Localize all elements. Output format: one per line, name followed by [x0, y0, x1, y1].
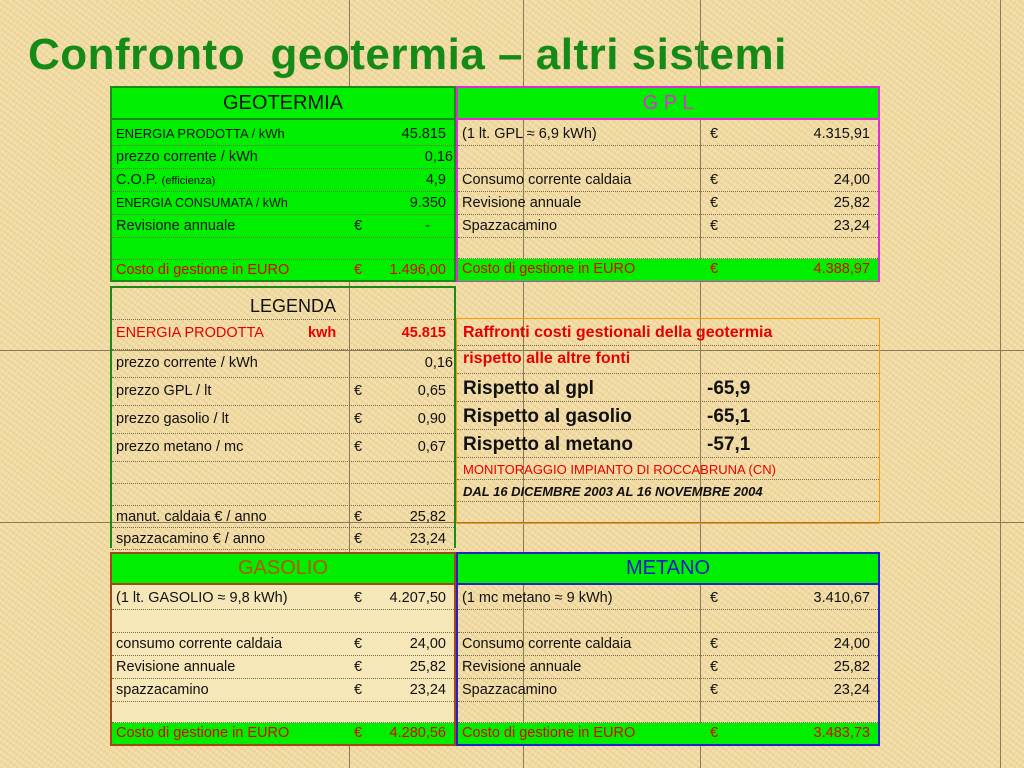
row-unit: kwh: [308, 325, 337, 341]
legenda-header: [112, 288, 454, 320]
table-row: [458, 656, 878, 679]
row-label: ENERGIA PRODOTTA / kWh: [116, 126, 285, 141]
gpl-panel: [456, 86, 880, 282]
table-row: [457, 402, 879, 430]
table-row: [112, 484, 454, 506]
grid-line: [1000, 0, 1001, 768]
row-value: 4.315,91: [813, 126, 870, 142]
euro-sign: €: [710, 195, 719, 211]
table-row: [112, 320, 454, 350]
row-label: Revisione annuale: [462, 659, 582, 675]
row-label: consumo corrente caldaia: [116, 636, 283, 652]
total-value: 1.496,00: [389, 262, 446, 278]
table-row: [112, 587, 454, 610]
table-row: [112, 679, 454, 702]
monitoraggio-text: MONITORAGGIO IMPIANTO DI ROCCABRUNA (CN): [463, 462, 776, 477]
row-label: prezzo metano / mc: [116, 439, 244, 455]
table-row: [458, 123, 878, 146]
row-label: prezzo GPL / lt: [116, 383, 212, 399]
raffronti-line1: Raffronti costi gestionali della geotermia: [463, 324, 773, 341]
row-label: spazzacamino: [116, 682, 209, 698]
euro-sign: €: [354, 262, 363, 278]
row-label: Spazzacamino: [462, 218, 558, 234]
table-row: [457, 502, 879, 524]
row-value: 23,24: [409, 682, 446, 698]
row-value: 25,82: [409, 659, 446, 675]
row-label: Consumo corrente caldaia: [462, 172, 632, 188]
total-row: [112, 259, 454, 281]
row-label: (1 mc metano ≈ 9 kWh): [462, 590, 613, 606]
legenda-panel: [110, 286, 456, 548]
row-label: Rispetto al metano: [463, 434, 633, 455]
row-value: 25,82: [833, 195, 870, 211]
table-row: [112, 506, 454, 528]
cop-label: C.O.P.: [116, 172, 158, 188]
euro-sign: €: [354, 383, 363, 399]
row-label: (1 lt. GPL ≈ 6,9 kWh): [462, 126, 597, 142]
table-row: [458, 169, 878, 192]
table-row: [112, 406, 454, 434]
table-row: [112, 350, 454, 378]
euro-sign: €: [354, 509, 363, 525]
table-row: [112, 633, 454, 656]
euro-sign: €: [354, 659, 363, 675]
total-row: [458, 259, 878, 281]
row-label: Revisione annuale: [116, 218, 236, 234]
table-row: [458, 215, 878, 238]
row-value: -57,1: [707, 434, 751, 455]
row-value: 23,24: [833, 218, 870, 234]
row-value: 0,65: [417, 383, 446, 399]
row-value: 24,00: [409, 636, 446, 652]
table-row: [112, 610, 454, 633]
euro-sign: €: [354, 725, 363, 741]
euro-sign: €: [710, 261, 719, 277]
row-value: 3.410,67: [813, 590, 870, 606]
row-label: Rispetto al gpl: [463, 378, 594, 399]
euro-sign: €: [710, 218, 719, 234]
row-label: manut. caldaia € / anno: [116, 509, 267, 525]
euro-sign: €: [354, 411, 363, 427]
row-value: -: [425, 218, 430, 234]
table-row: [458, 238, 878, 259]
row-label: prezzo corrente / kWh: [116, 355, 258, 371]
row-value: 24,00: [833, 636, 870, 652]
gasolio-header: GASOLIO: [112, 554, 454, 585]
total-label: Costo di gestione in EURO: [462, 725, 636, 741]
cop-note: (efficienza): [161, 175, 216, 187]
row-value: 9.350: [409, 195, 446, 211]
euro-sign: €: [354, 636, 363, 652]
table-row: [112, 656, 454, 679]
euro-sign: €: [710, 590, 719, 606]
geotermia-panel: [110, 86, 456, 282]
row-value: 0,16: [424, 355, 453, 371]
table-row: [458, 192, 878, 215]
row-label: ENERGIA PRODOTTA: [116, 325, 264, 341]
raffronti-panel: [456, 318, 880, 524]
row-label: spazzacamino € / anno: [116, 531, 266, 547]
row-label: Spazzacamino: [462, 682, 558, 698]
row-label: [116, 172, 215, 188]
row-label: prezzo gasolio / lt: [116, 411, 229, 427]
gasolio-panel: [110, 552, 456, 746]
row-label: Revisione annuale: [462, 195, 582, 211]
euro-sign: €: [354, 682, 363, 698]
row-label: Revisione annuale: [116, 659, 236, 675]
page-title: Confronto geotermia – altri sistemi: [28, 30, 787, 79]
legenda-title: LEGENDA: [250, 296, 337, 316]
table-row: [457, 430, 879, 458]
row-value: 0,67: [417, 439, 446, 455]
row-value: -65,9: [707, 378, 751, 399]
row-value: 25,82: [833, 659, 870, 675]
table-row: [458, 679, 878, 702]
euro-sign: €: [354, 590, 363, 606]
metano-panel: [456, 552, 880, 746]
table-row: [112, 169, 454, 192]
total-label: Costo di gestione in EURO: [116, 725, 290, 741]
table-row: [458, 146, 878, 169]
row-value: -65,1: [707, 406, 751, 427]
table-row: [457, 374, 879, 402]
row-label: ENERGIA CONSUMATA / kWh: [116, 196, 288, 210]
row-value: 23,24: [409, 531, 446, 547]
euro-sign: €: [710, 636, 719, 652]
euro-sign: €: [710, 725, 719, 741]
table-row: [458, 702, 878, 723]
row-label: prezzo corrente / kWh: [116, 149, 258, 165]
table-row: [458, 610, 878, 633]
row-value: 23,24: [833, 682, 870, 698]
row-label: (1 lt. GASOLIO ≈ 9,8 kWh): [116, 590, 288, 606]
table-row: [112, 123, 454, 146]
row-value: 4,9: [425, 172, 446, 188]
row-value: 45.815: [401, 126, 446, 142]
total-label: Costo di gestione in EURO: [116, 262, 290, 278]
row-value: 4.207,50: [389, 590, 446, 606]
row-value: 24,00: [833, 172, 870, 188]
table-row: [457, 346, 879, 374]
table-row: [458, 633, 878, 656]
table-row: [458, 587, 878, 610]
total-value: 3.483,73: [813, 725, 870, 741]
total-row: [112, 723, 454, 744]
euro-sign: €: [710, 659, 719, 675]
row-value: 25,82: [409, 509, 446, 525]
table-row: [112, 146, 454, 169]
metano-header: METANO: [458, 554, 878, 585]
table-row: [457, 480, 879, 502]
table-row: [112, 702, 454, 723]
geotermia-header: GEOTERMIA: [112, 88, 454, 120]
row-value: 0,90: [417, 411, 446, 427]
euro-sign: €: [710, 172, 719, 188]
table-row: [112, 434, 454, 462]
euro-sign: €: [710, 682, 719, 698]
euro-sign: €: [354, 531, 363, 547]
total-value: 4.388,97: [813, 261, 870, 277]
table-row: [112, 192, 454, 215]
total-row: [458, 723, 878, 744]
periodo-text: DAL 16 DICEMBRE 2003 AL 16 NOVEMBRE 2004: [463, 484, 763, 499]
row-value: 45.815: [401, 325, 446, 341]
row-label: Rispetto al gasolio: [463, 406, 632, 427]
table-row: [112, 462, 454, 484]
table-row: [112, 528, 454, 550]
total-value: 4.280,56: [389, 725, 446, 741]
table-row: [457, 318, 879, 346]
table-row: [112, 378, 454, 406]
total-label: Costo di gestione in EURO: [462, 261, 636, 277]
row-label: Consumo corrente caldaia: [462, 636, 632, 652]
gpl-header: G P L: [458, 88, 878, 120]
euro-sign: €: [354, 439, 363, 455]
table-row: [457, 458, 879, 480]
euro-sign: €: [710, 126, 719, 142]
euro-sign: €: [354, 218, 363, 234]
raffronti-line2: rispetto alle altre fonti: [463, 350, 631, 367]
table-row: [112, 215, 454, 238]
row-value: 0,16: [424, 149, 453, 165]
